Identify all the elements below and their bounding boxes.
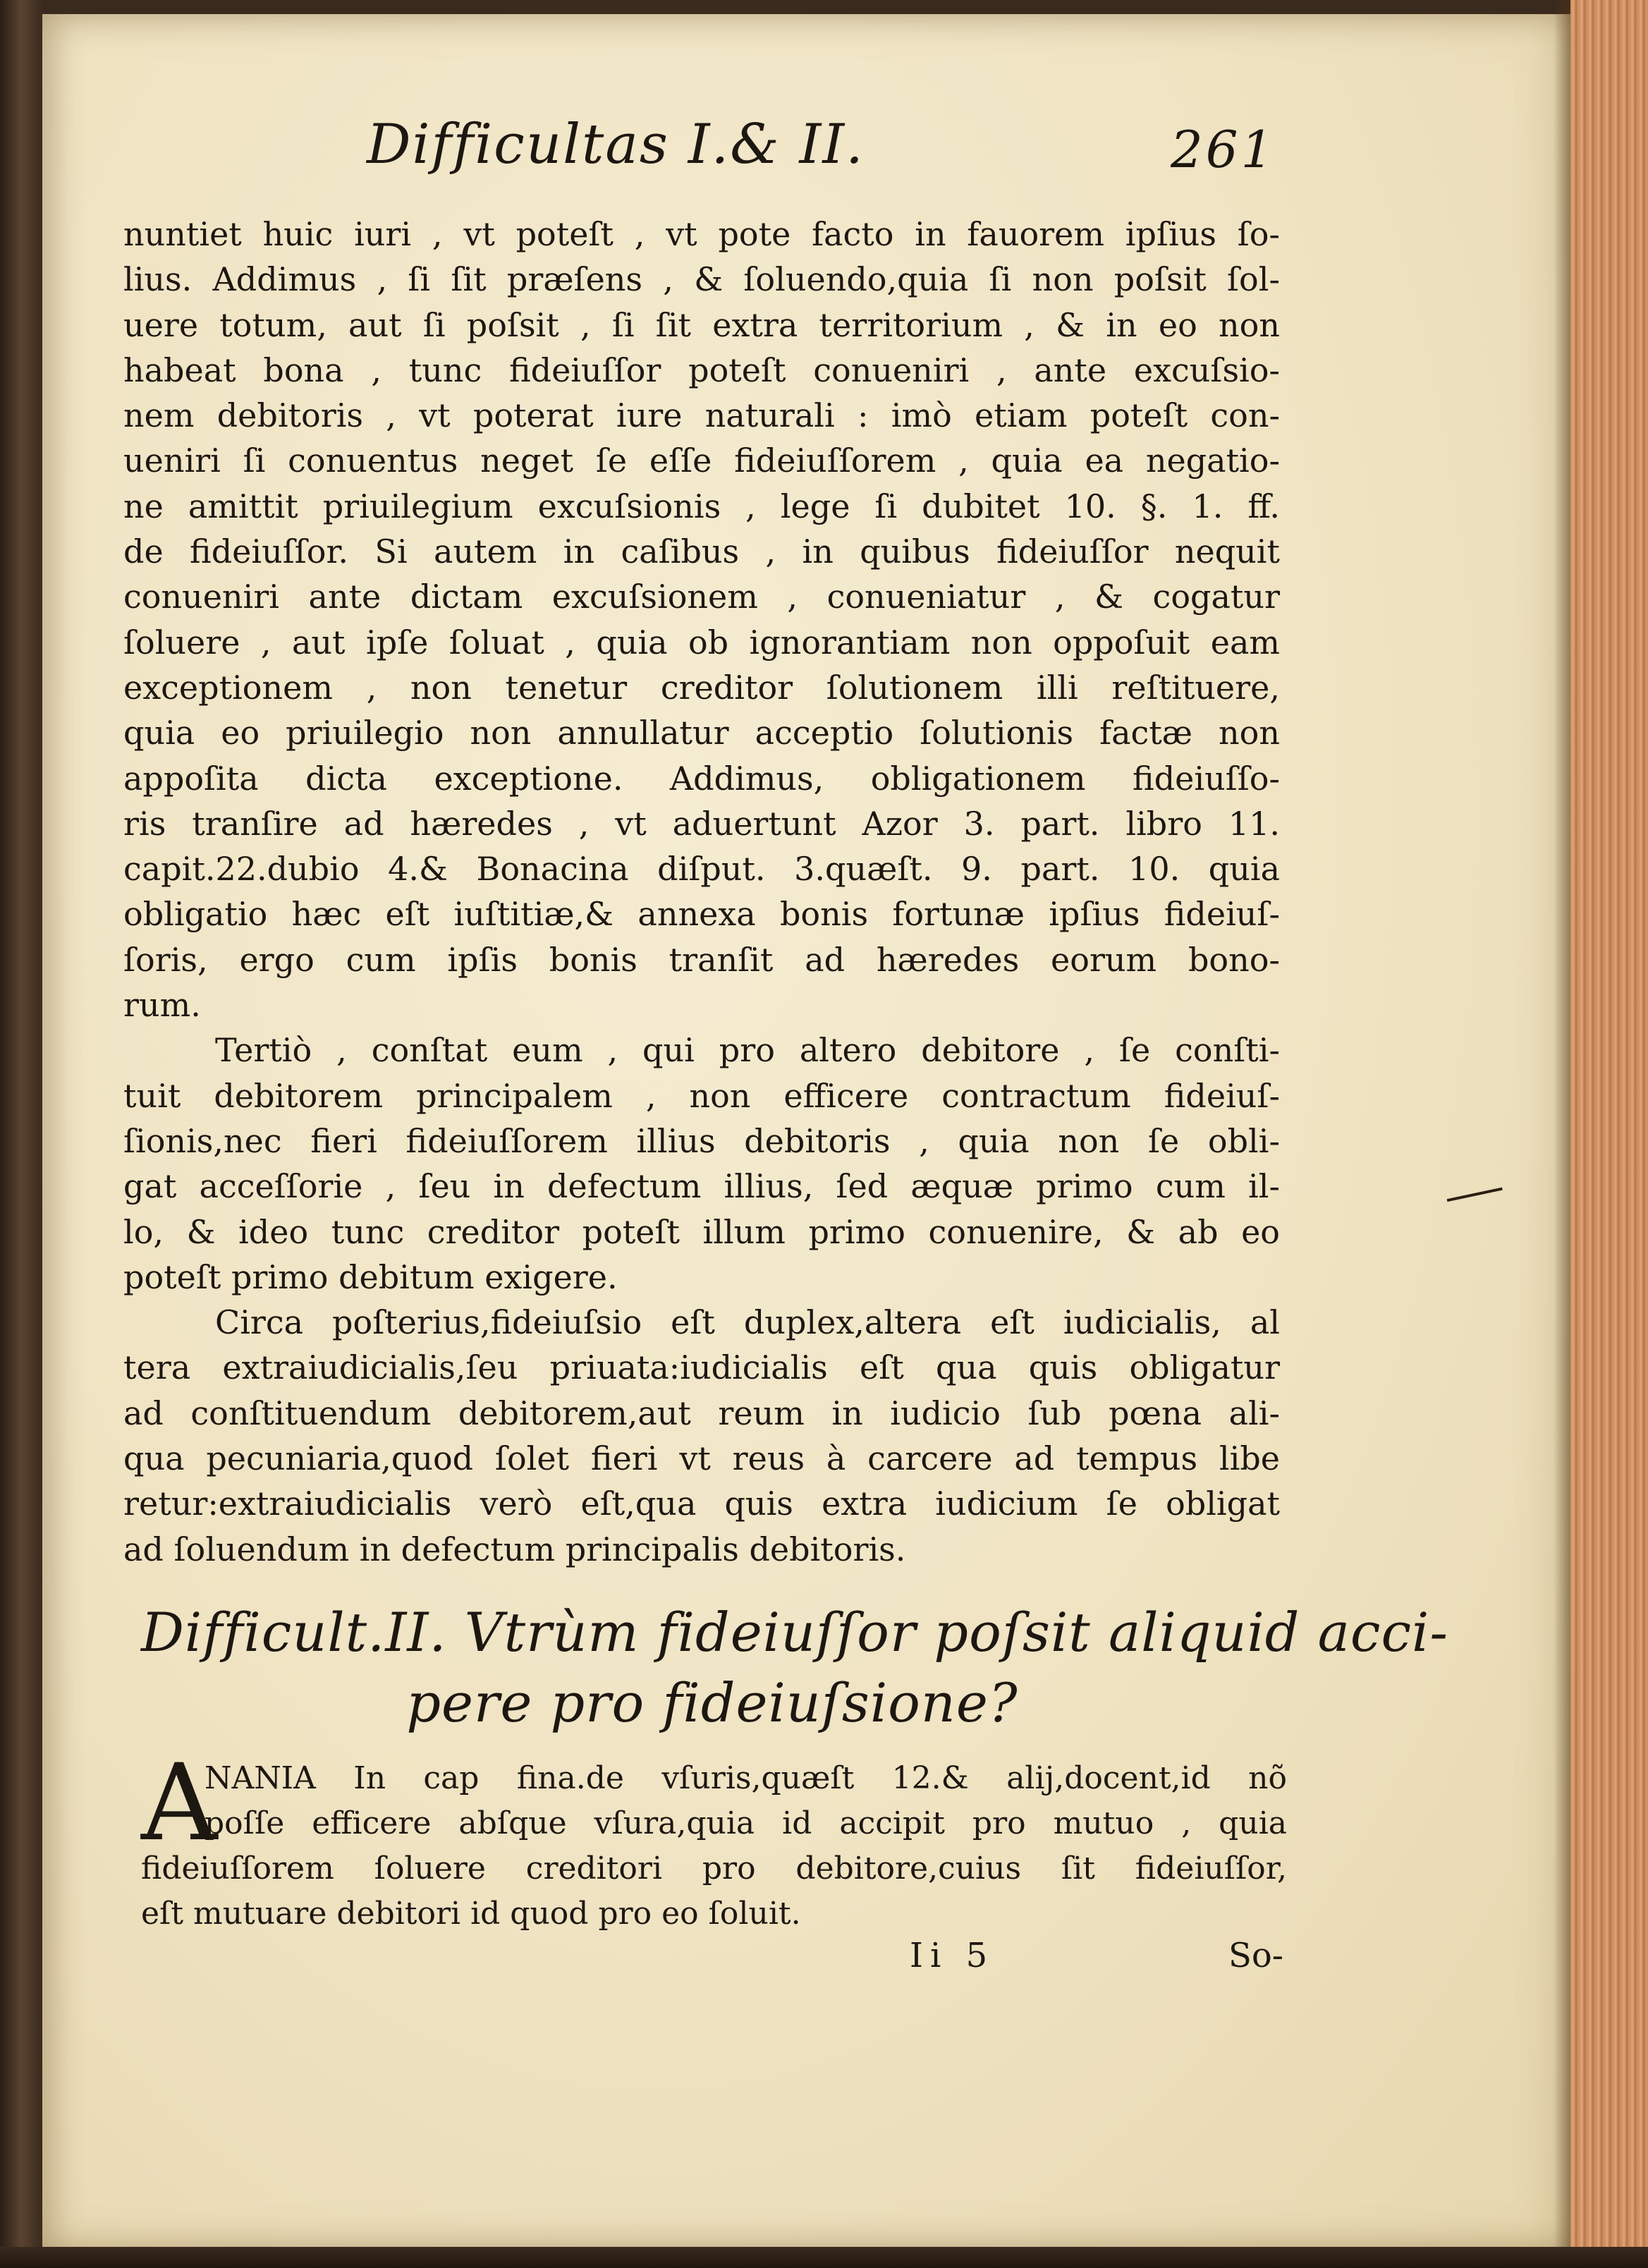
text-line: tera extraiudicialis,ſeu priuata:iudicialis eſt qua quis obligatur [123,1348,1280,1387]
text-line: gat acceſſorie , ſeu in defectum illius, ſed æquæ primo cum il- [123,1167,1280,1206]
text-line: de fideiuſſor. Si autem in caſibus , in quibus fideiuſſor nequit [123,532,1280,571]
body-text [123,212,1280,1572]
text-line: ſoris, ergo cum ipſis bonis tranſit ad hæredes eorum bono- [123,940,1280,979]
heading-line: Difficult.II. Vtrùm fideiuſſor poſsit aliquid acci- [141,1601,1449,1664]
text-line: ad conſtituendum debitorem,aut reum in iudicio ſub pœna ali- [123,1394,1280,1432]
text-line: eſt mutuare debitori id quod pro eo ſoluit. [141,1896,801,1932]
text-line: poſſe efficere abſque vſura,quia id accipit pro mutuo , quia [205,1805,1287,1841]
text-line: Circa poſterius,fideiuſsio eſt duplex,altera eſt iudicialis, al [215,1303,1280,1342]
text-line: Tertiò , conſtat eum , qui pro altero debitore , ſe conſti- [215,1031,1280,1070]
bottom-edge [0,2247,1648,2268]
text-line: retur:extraiudicialis verò eſt,qua quis extra iudicium ſe obligat [123,1484,1280,1523]
running-head: Difficultas I.& II. [367,113,865,176]
text-line: habeat bona , tunc fideiuſſor poteſt conueniri , ante excuſsio- [123,350,1280,389]
text-line: appoſita dicta exceptione. Addimus, obligationem fideiuſſo- [123,759,1280,798]
text-line: exceptionem , non tenetur creditor ſolutionem illi reſtituere, [123,668,1280,707]
text-line: ne amittit priuilegium excuſsionis , lege ſi dubitet 10. §. 1. ff. [123,487,1280,525]
text-line: lius. Addimus , ſi ſit præſens , & ſoluendo,quia ſi non poſsit ſol- [123,260,1280,299]
heading-line: pere pro fideiuſsione? [406,1671,1018,1734]
text-line: ris tranſire ad hæredes , vt aduertunt Azor 3. part. libro 11. [123,804,1280,843]
text-line: ueniri ſi conuentus neget ſe eſſe fideiuſſorem , quia ea negatio- [123,441,1280,480]
page-number: 261 [1171,120,1276,179]
paragraph-2 [123,1028,1280,1300]
text-line: obligatio hæc eſt iuſtitiæ,& annexa bonis fortunæ ipſius fideiuſ- [123,895,1280,934]
text-line: rum. [123,986,201,1025]
section-heading [141,1597,1449,1738]
text-line: NANIA In cap fina.de vſuris,quæſt 12.& alij,docent,id nõ [205,1760,1287,1796]
paragraph-3 [123,1300,1280,1572]
text-line: lo, & ideo tunc creditor poteſt illum primo conuenire, & ab eo [123,1212,1280,1251]
text-line: capit.22.dubio 4.& Bonacina diſput. 3.quæſt. 9. part. 10. quia [123,850,1280,889]
drop-cap-initial: A [141,1742,218,1865]
text-line: uere totum, aut ſi poſsit , ſi ſit extra territorium , & in eo non [123,305,1280,344]
paragraph-1 [123,212,1280,1028]
text-line: nuntiet huic iuri , vt poteſt , vt pote facto in fauorem ipſius ſo- [123,215,1280,253]
signature-mark: Ii 5 [910,1936,995,1975]
fore-edge-shadow [1554,0,1570,2268]
text-line: conueniri ante dictam excuſsionem , conueniatur , & cogatur [123,578,1280,616]
text-line: quia eo priuilegio non annullatur acceptio ſolutionis factæ non [123,714,1280,752]
text-line: ſoluere , aut ipſe ſoluat , quia ob ignorantiam non oppoſuit eam [123,623,1280,662]
text-line: qua pecuniaria,quod ſolet fieri vt reus à carcere ad tempus libe [123,1439,1280,1478]
text-line: fideiuſſorem ſoluere creditori pro debitore,cuius ſit fideiuſſor, [141,1851,1287,1886]
text-line: ſionis,nec fieri fideiuſſorem illius debitoris , quia non ſe obli- [123,1121,1280,1160]
text-line: ad ſoluendum in defectum principalis debitoris. [123,1530,906,1568]
book-fore-edge [1570,0,1648,2268]
answer-paragraph [141,1742,1287,1937]
text-line: poteſt primo debitum exigere. [123,1257,618,1296]
text-line: tuit debitorem principalem , non efficere contractum fideiuſ- [123,1076,1280,1115]
catchword: So- [1228,1936,1283,1975]
text-line: nem debitoris , vt poterat iure naturali : imò etiam poteſt con- [123,396,1280,435]
